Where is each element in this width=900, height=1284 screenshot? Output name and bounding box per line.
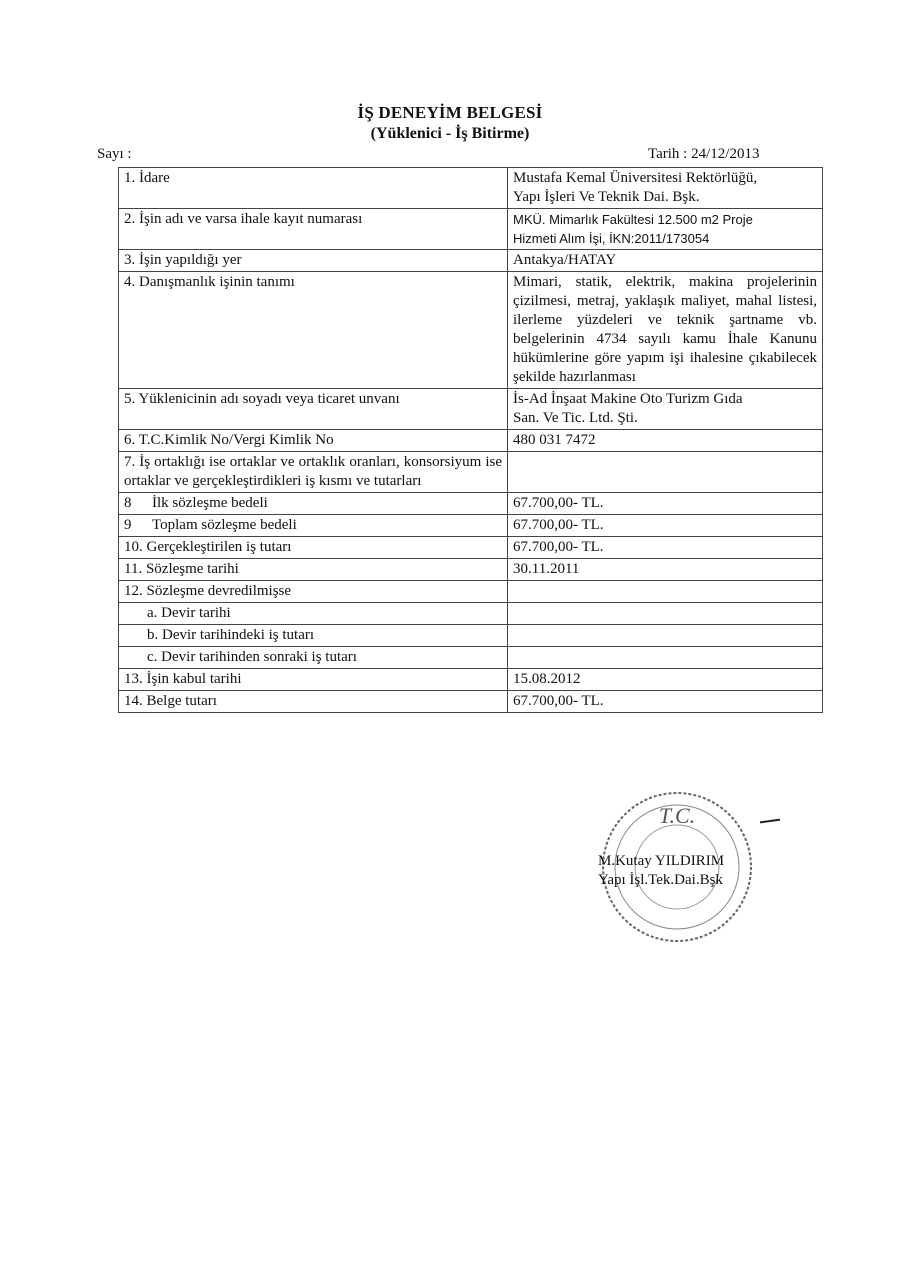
label-cell: 3. İşin yapıldığı yer <box>119 250 508 272</box>
row-yuklenici <box>119 389 823 430</box>
row-yer <box>119 250 823 272</box>
row-idare <box>119 168 823 209</box>
label-cell: c. Devir tarihinden sonraki iş tutarı <box>119 647 508 669</box>
row-devir-sonrasi <box>119 647 823 669</box>
value-cell: 67.700,00- TL. <box>508 691 823 713</box>
row-label: İlk sözleşme bedeli <box>152 495 268 511</box>
row-belge-tutari <box>119 691 823 713</box>
signer-title: Yapı İşl.Tek.Dai.Bşk <box>598 872 723 888</box>
label-cell <box>119 493 508 515</box>
row-number: 8 <box>124 495 132 511</box>
sayi-label: Sayı : <box>97 146 132 162</box>
label-cell: 4. Danışmanlık işinin tanımı <box>119 272 508 389</box>
value-cell <box>508 581 823 603</box>
row-label: Toplam sözleşme bedeli <box>152 517 297 533</box>
row-gerceklesen <box>119 537 823 559</box>
value-cell <box>508 603 823 625</box>
row-devir <box>119 581 823 603</box>
row-toplam-bedel <box>119 515 823 537</box>
value-cell <box>508 389 823 430</box>
value-cell <box>508 647 823 669</box>
value-cell: 67.700,00- TL. <box>508 515 823 537</box>
label-cell: a. Devir tarihi <box>119 603 508 625</box>
label-cell: 1. İdare <box>119 168 508 209</box>
value-line: Yapı İşleri Ve Teknik Dai. Bşk. <box>513 189 700 205</box>
value-line: San. Ve Tic. Ltd. Şti. <box>513 410 638 426</box>
value-cell <box>508 625 823 647</box>
label-cell: 6. T.C.Kimlik No/Vergi Kimlik No <box>119 430 508 452</box>
value-cell: Mimari, statik, elektrik, makina projelerinin çizilmesi, metraj, yaklaşık maliyet, mahal listesi, ilerleme yüzdeleri ve teknik şartname vb. belgelerinin 4734 sayılı kamu İhale Kanunu hükümlerine göre yapım işi ihalesine çıkabilecek şekilde hazırlanması <box>508 272 823 389</box>
value-line: Hizmeti Alım İşi, İKN:2011/173054 <box>513 231 710 246</box>
experience-form-table <box>118 167 823 713</box>
value-cell: 30.11.2011 <box>508 559 823 581</box>
label-cell: 5. Yüklenicinin adı soyadı veya ticaret unvanı <box>119 389 508 430</box>
row-devir-tarihi <box>119 603 823 625</box>
value-cell <box>508 452 823 493</box>
stamp-text: T.C. <box>658 803 696 828</box>
value-cell: Antakya/HATAY <box>508 250 823 272</box>
row-kabul-tarihi <box>119 669 823 691</box>
value-cell: 15.08.2012 <box>508 669 823 691</box>
label-cell: 14. Belge tutarı <box>119 691 508 713</box>
tarih-label: Tarih : 24/12/2013 <box>648 146 760 162</box>
signature-block <box>598 852 724 890</box>
label-cell <box>119 515 508 537</box>
label-cell: 11. Sözleşme tarihi <box>119 559 508 581</box>
document-subtitle: (Yüklenici - İş Bitirme) <box>370 125 530 142</box>
label-cell: 13. İşin kabul tarihi <box>119 669 508 691</box>
value-cell: 67.700,00- TL. <box>508 493 823 515</box>
document-title: İŞ DENEYİM BELGESİ <box>357 103 543 122</box>
value-cell <box>508 209 823 250</box>
label-cell: 12. Sözleşme devredilmişse <box>119 581 508 603</box>
row-kimlik <box>119 430 823 452</box>
row-is-adi <box>119 209 823 250</box>
value-cell: 480 031 7472 <box>508 430 823 452</box>
value-cell <box>508 168 823 209</box>
label-cell: b. Devir tarihindeki iş tutarı <box>119 625 508 647</box>
row-sozlesme-tarihi <box>119 559 823 581</box>
row-is-ortakligi <box>119 452 823 493</box>
label-cell: 2. İşin adı ve varsa ihale kayıt numarası <box>119 209 508 250</box>
value-line: İs-Ad İnşaat Makine Oto Turizm Gıda <box>513 391 743 407</box>
row-devir-tutari <box>119 625 823 647</box>
signer-name: M.Kutay YILDIRIM <box>598 853 725 869</box>
label-cell: 7. İş ortaklığı ise ortaklar ve ortaklık oranları, konsorsiyum ise ortaklar ve gerçekleştirdikleri iş kısmı ve tutarları <box>119 452 508 493</box>
row-tanim <box>119 272 823 389</box>
label-cell: 10. Gerçekleştirilen iş tutarı <box>119 537 508 559</box>
row-number: 9 <box>124 517 132 533</box>
row-ilk-bedel <box>119 493 823 515</box>
value-line: Mustafa Kemal Üniversitesi Rektörlüğü, <box>513 170 758 186</box>
value-line: MKÜ. Mimarlık Fakültesi 12.500 m2 Proje <box>513 212 753 227</box>
value-cell: 67.700,00- TL. <box>508 537 823 559</box>
